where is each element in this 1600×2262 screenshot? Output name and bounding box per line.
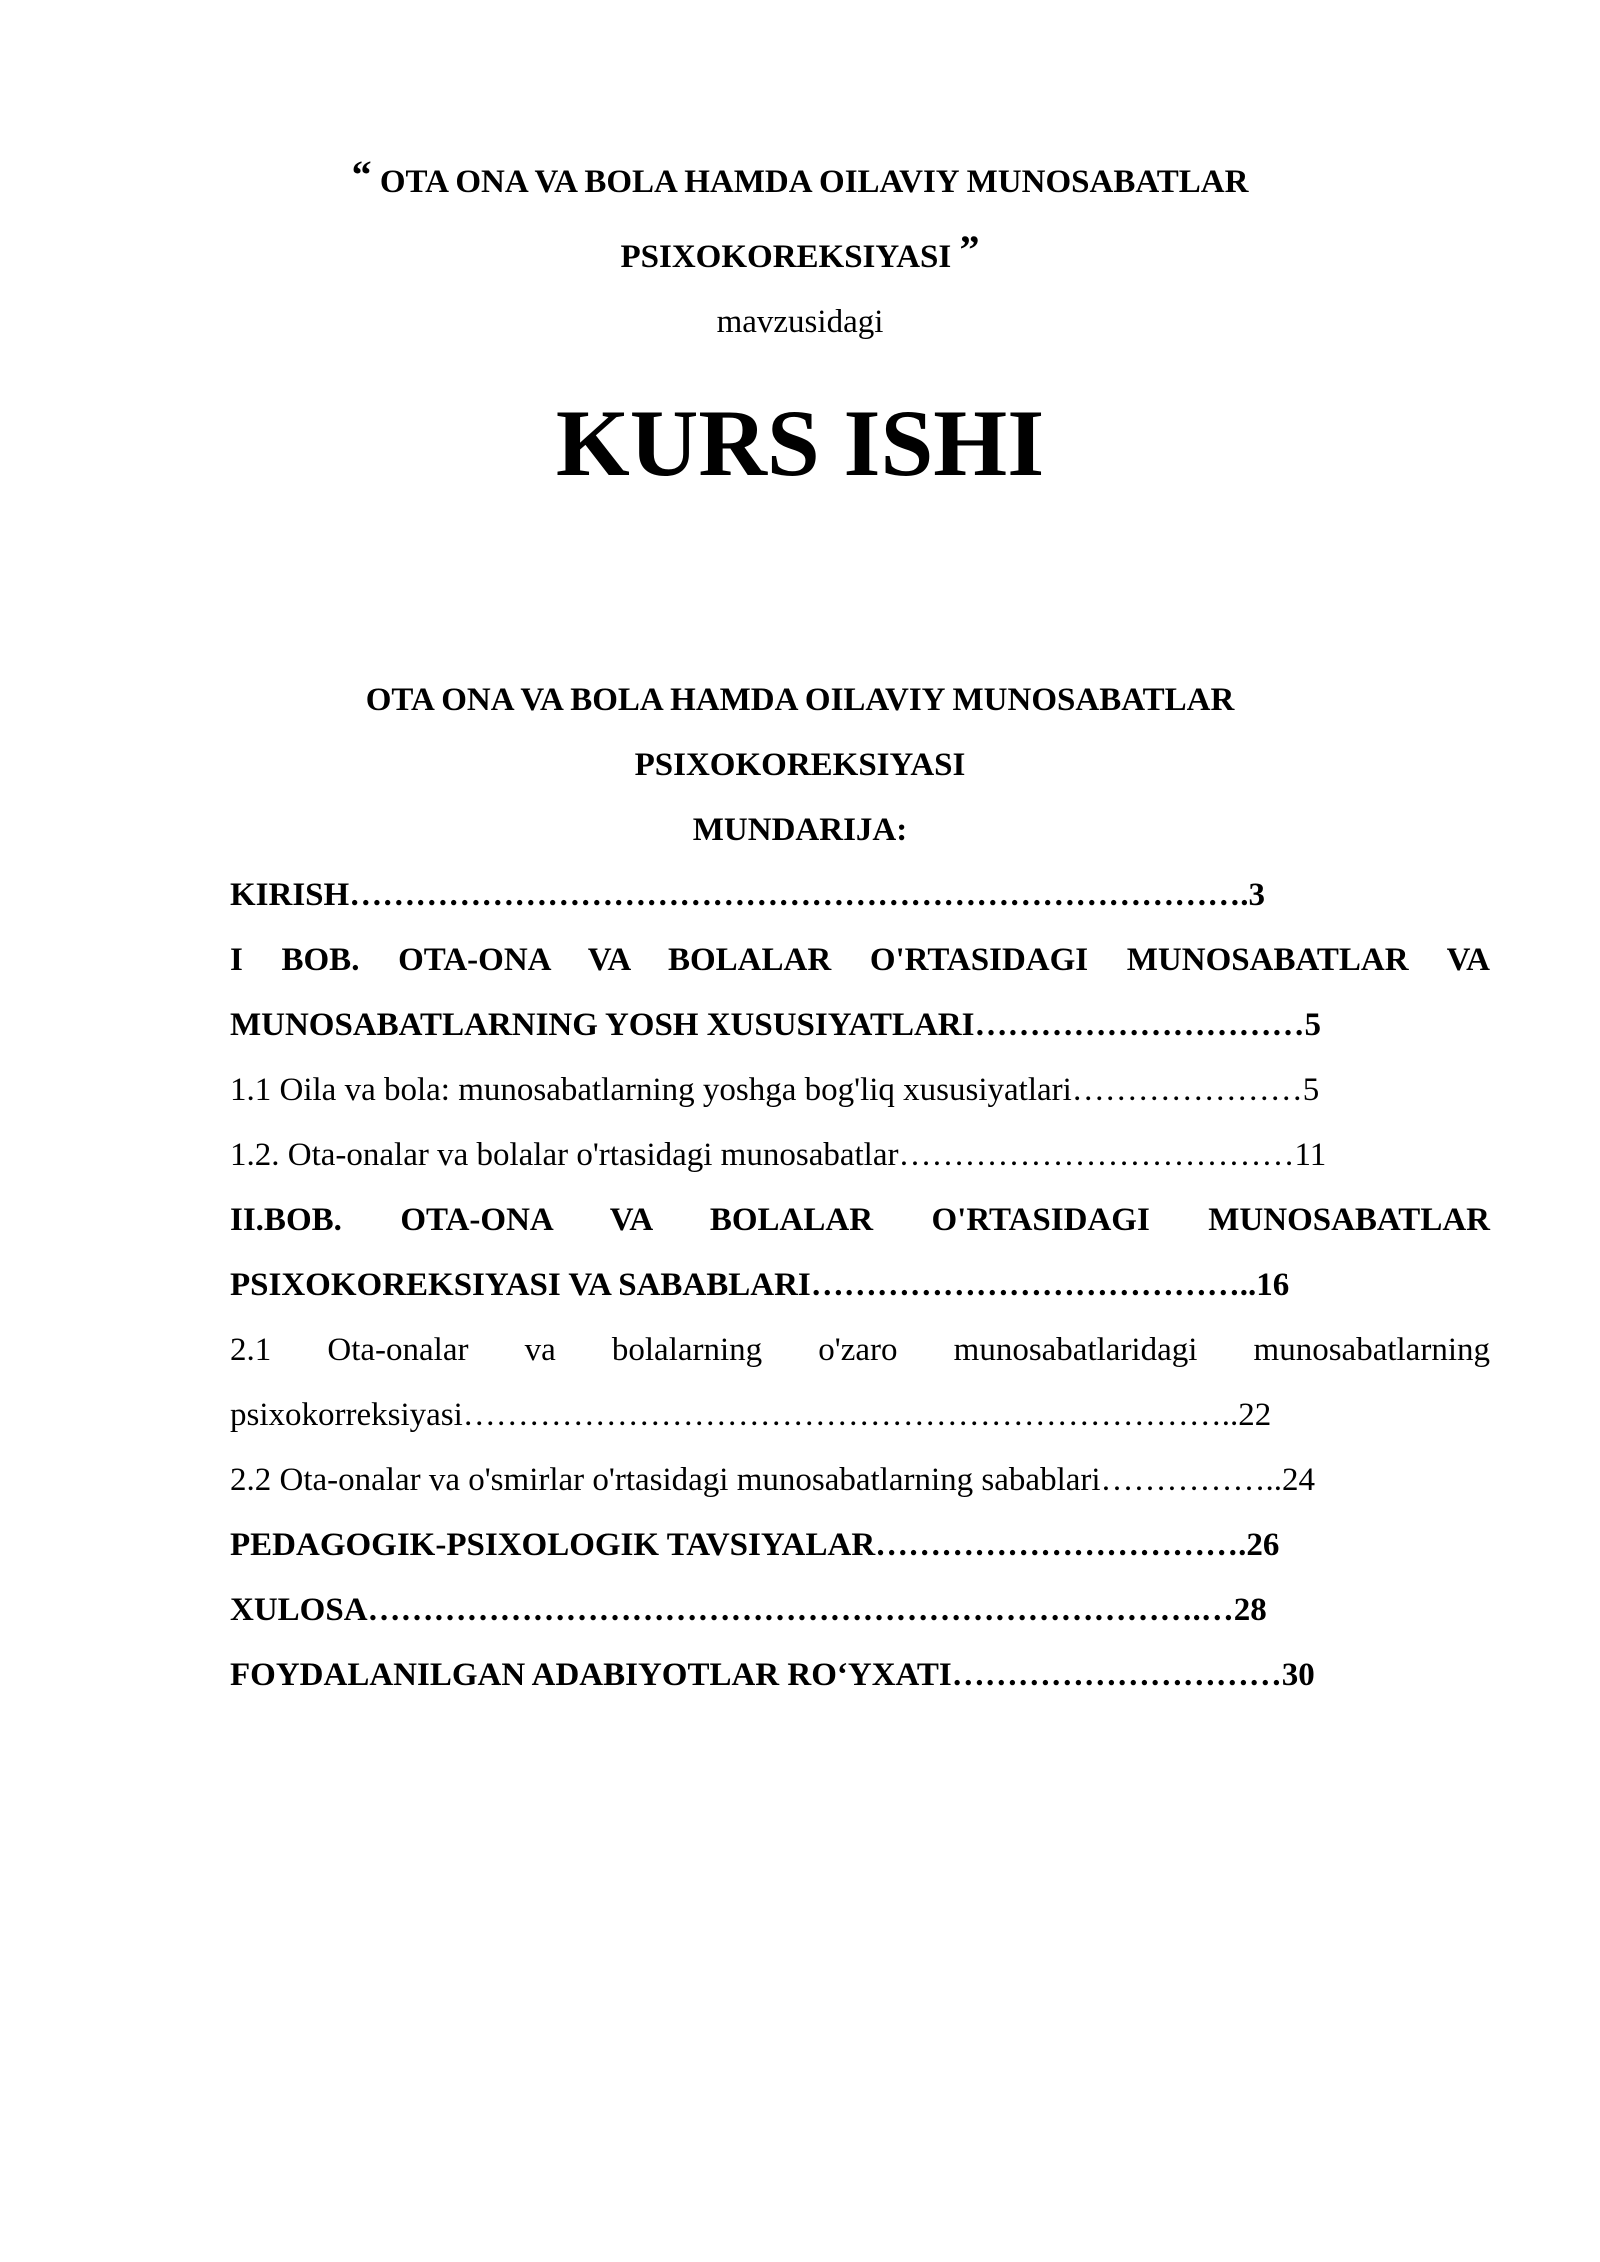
contents-heading: MUNDARIJA: xyxy=(692,812,908,848)
topic-title-line-1 xyxy=(0,152,1600,202)
toc-entry-conclusion: XULOSA………………………………………………………………….…28 xyxy=(230,1592,1267,1628)
toc-entry-chapter-2-line-2: PSIXOKOREKSIYASI VA SABABLARI…………………………………..16 xyxy=(230,1267,1290,1303)
close-quote: ” xyxy=(959,227,980,272)
toc-entry-kirish: KIRISH……………………………………………………………………….3 xyxy=(230,877,1265,913)
section-title-line-1: OTA ONA VA BOLA HAMDA OILAVIY MUNOSABATLAR xyxy=(365,682,1235,718)
toc-entry-recommendations: PEDAGOGIK-PSIXOLOGIK TAVSIYALAR…………………………….26 xyxy=(230,1527,1280,1563)
toc-entry-references: FOYDALANILGAN ADABIYOTLAR RO‘YXATI…………………………30 xyxy=(230,1657,1315,1693)
toc-entry-1-2: 1.2. Ota-onalar va bolalar o'rtasidagi munosabatlar………………………………11 xyxy=(230,1137,1327,1173)
toc-entry-chapter-2-line-1: II.BOB. OTA-ONA VA BOLALAR O'RTASIDAGI MUNOSABATLAR xyxy=(230,1202,1490,1238)
topic-title-text-1: OTA ONA VA BOLA HAMDA OILAVIY MUNOSABATLAR xyxy=(379,164,1249,200)
open-quote: “ xyxy=(351,152,372,197)
toc-entry-2-1-line-2: psixokorreksiyasi……………………………………………………………..22 xyxy=(230,1397,1272,1433)
toc-entry-2-2: 2.2 Ota-onalar va o'smirlar o'rtasidagi munosabatlarning sabablari……………..24 xyxy=(230,1462,1316,1498)
topic-title-text-2: PSIXOKOREKSIYASI xyxy=(620,239,952,275)
document-title: KURS ISHI xyxy=(555,390,1045,496)
topic-subtitle: mavzusidagi xyxy=(716,304,884,340)
toc-entry-1-1: 1.1 Oila va bola: munosabatlarning yoshga bog'liq xususiyatlari…………………5 xyxy=(230,1072,1320,1108)
toc-entry-2-1-line-1: 2.1 Ota-onalar va bolalarning o'zaro munosabatlaridagi munosabatlarning xyxy=(230,1332,1490,1368)
toc-entry-chapter-1-line-1: I BOB. OTA-ONA VA BOLALAR O'RTASIDAGI MUNOSABATLAR VA xyxy=(230,942,1490,978)
section-title-line-2: PSIXOKOREKSIYASI xyxy=(634,747,966,783)
topic-title-line-2 xyxy=(0,227,1600,277)
toc-entry-chapter-1-line-2: MUNOSABATLARNING YOSH XUSUSIYATLARI…………………………5 xyxy=(230,1007,1321,1043)
